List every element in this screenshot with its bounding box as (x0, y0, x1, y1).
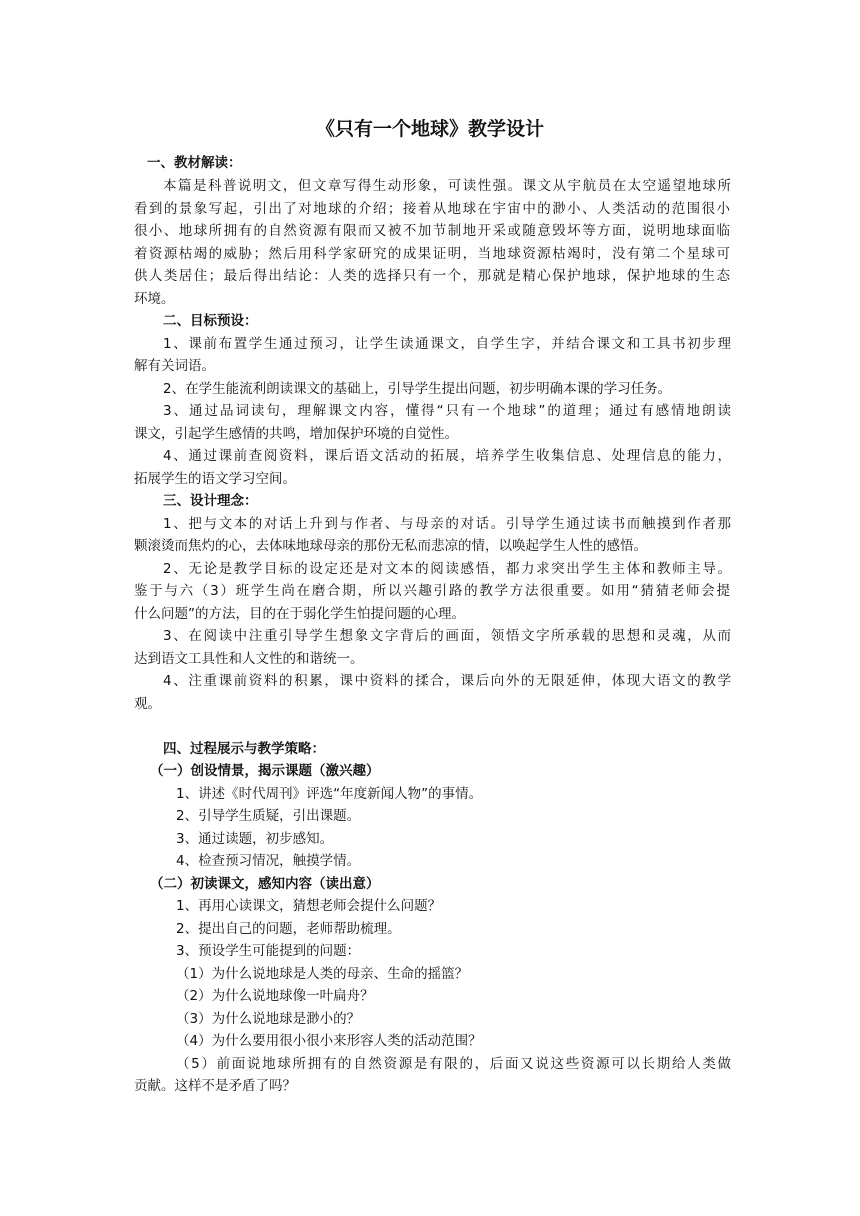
question-item: （1）为什么说地球是人类的母亲、生命的摇篮？ (176, 966, 469, 982)
paragraph-line: 解有关词语。 (134, 358, 215, 374)
list-item: 1、讲述《时代周刊》评选“年度新闻人物”的事情。 (176, 786, 483, 802)
list-item: 2、引导学生质疑，引出课题。 (176, 808, 361, 824)
paragraph-line: 2、在学生能流利朗读课文的基础上，引导学生提出问题，初步明确本课的学习任务。 (163, 381, 672, 397)
subsection-heading-1: （一）创设情景，揭示课题（激兴趣） (150, 763, 380, 779)
paragraph-line: 什么问题”的方法，目的在于弱化学生怕提问题的心理。 (134, 606, 465, 622)
paragraph-line: 供人类居住；最后得出结论：人类的选择只有一个，那就是精心保护地球，保护地球的生态 (134, 268, 730, 284)
paragraph-line: 着资源枯竭的威胁；然后用科学家研究的成果证明，当地球资源枯竭时，没有第二个星球可 (134, 246, 730, 262)
paragraph-line: 4、通过课前查阅资料，课后语文活动的拓展，培养学生收集信息、处理信息的能力， (163, 448, 731, 464)
section-heading-goals: 二、目标预设： (163, 313, 258, 329)
paragraph-line: 颗滚烫而焦灼的心，去体味地球母亲的那份无私而悲凉的情，以唤起学生人性的感悟。 (134, 538, 647, 554)
paragraph-line: 拓展学生的语文学习空间。 (134, 471, 296, 487)
question-item: （4）为什么要用很小很小来形容人类的活动范围？ (176, 1033, 482, 1049)
paragraph-line: 1、把与文本的对话上升到与作者、与母亲的对话。引导学生通过读书而触摸到作者那 (163, 516, 731, 532)
list-item: 2、提出自己的问题，老师帮助梳理。 (176, 921, 401, 937)
paragraph-line: 3、在阅读中注重引导学生想象文字背后的画面，领悟文字所承载的思想和灵魂，从而 (163, 628, 731, 644)
list-item: 4、检查预习情况，触摸学情。 (176, 853, 361, 869)
paragraph-line: 课文，引起学生感情的共鸣，增加保护环境的自觉性。 (134, 426, 458, 442)
question-item: （2）为什么说地球像一叶扁舟？ (176, 988, 374, 1004)
list-item: 1、再用心读课文，猜想老师会提什么问题？ (176, 898, 442, 914)
paragraph-line: 2、无论是教学目标的设定还是对文本的阅读感悟，都力求突出学生主体和教师主导。 (163, 561, 731, 577)
question-item: （5）前面说地球所拥有的自然资源是有限的，后面又说这些资源可以长期给人类做 (176, 1056, 731, 1072)
paragraph-line: 鉴于与六（3）班学生尚在磨合期，所以兴趣引路的教学方法很重要。如用“猜猜老师会提 (134, 583, 730, 599)
document-title: 《只有一个地球》教学设计 (315, 118, 544, 140)
section-heading-process: 四、过程展示与教学策略： (163, 741, 325, 757)
paragraph-line: 很小、地球所拥有的自然资源有限而又被不加节制地开采或随意毁坏等方面，说明地球面临 (134, 223, 730, 239)
paragraph-line: 4、注重课前资料的积累，课中资料的揉合，课后向外的无限延伸，体现大语文的教学 (163, 673, 731, 689)
section-heading-design-concept: 三、设计理念： (163, 493, 258, 509)
list-item: 3、通过读题，初步感知。 (176, 831, 334, 847)
question-item: 贡献。这样不是矛盾了吗？ (134, 1078, 296, 1094)
paragraph-line: 观。 (134, 696, 161, 712)
paragraph-line: 环境。 (134, 291, 175, 307)
list-item: 3、预设学生可能提到的问题： (176, 943, 361, 959)
subsection-heading-2: （二）初读课文，感知内容（读出意） (150, 876, 380, 892)
question-item: （3）为什么说地球是渺小的？ (176, 1011, 361, 1027)
paragraph-line: 1、课前布置学生通过预习，让学生读通课文，自学生字，并结合课文和工具书初步理 (163, 336, 731, 352)
paragraph-line: 3、通过品词读句，理解课文内容，懂得“只有一个地球”的道理；通过有感情地朗读 (163, 403, 731, 419)
paragraph-line: 达到语文工具性和人文性的和谐统一。 (134, 651, 364, 667)
paragraph-line: 看到的景象写起，引出了对地球的介绍；接着从地球在宇宙中的渺小、人类活动的范围很小 (134, 201, 730, 217)
section-heading-teaching-material: 一、教材解读： (147, 155, 242, 171)
paragraph-line: 本篇是科普说明文，但文章写得生动形象，可读性强。课文从宇航员在太空遥望地球所 (163, 178, 731, 194)
